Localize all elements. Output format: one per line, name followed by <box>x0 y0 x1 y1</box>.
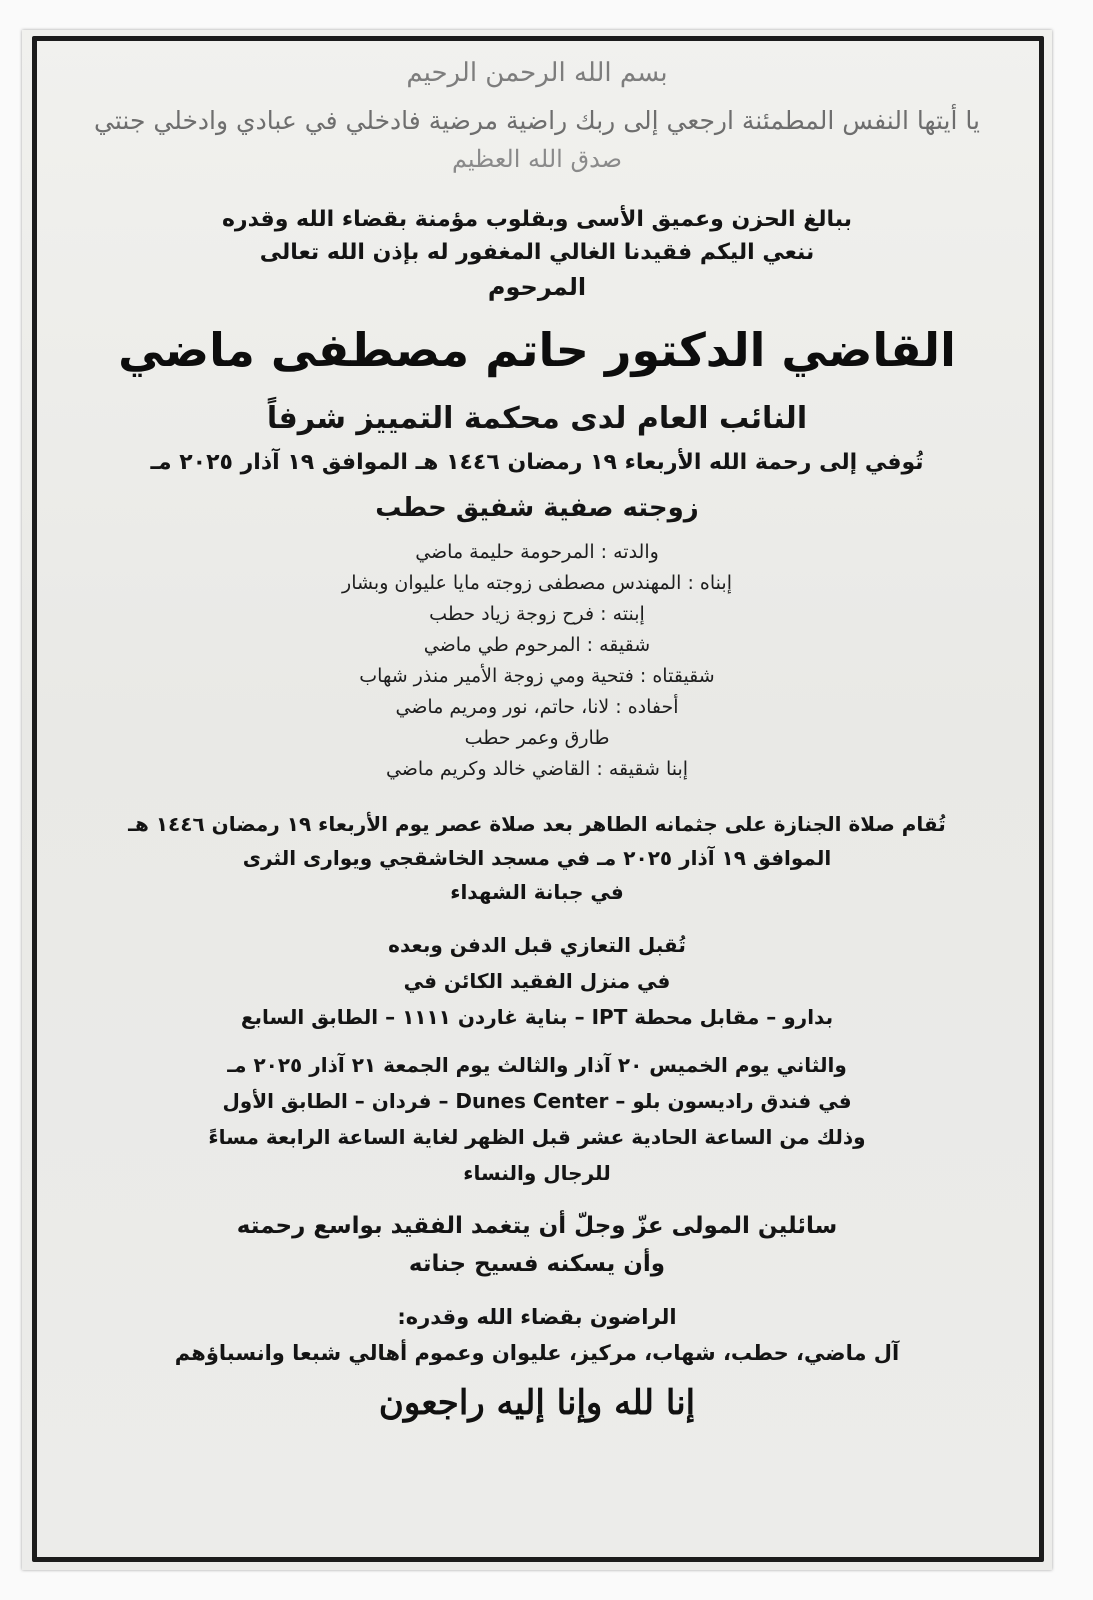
basmala: بسم الله الرحمن الرحيم <box>406 58 668 88</box>
mourners-block <box>62 1299 1012 1371</box>
family-daughter: إبنته : فرح زوجة زياد حطب <box>429 603 645 625</box>
prayer-line-2: وأن يسكنه فسيح جناته <box>408 1251 666 1277</box>
family-brother: شقيقه : المرحوم طي ماضي <box>423 634 651 656</box>
family-nephews: إبنا شقيقه : القاضي خالد وكريم ماضي <box>385 758 689 780</box>
funeral-line-2: الموافق ١٩ آذار ٢٠٢٥ مـ في مسجد الخاشقجي ويوارى الثرى <box>242 846 832 870</box>
deceased-name: القاضي الدكتور حاتم مصطفى ماضي <box>118 323 956 377</box>
condolences-block <box>62 927 1012 1035</box>
condolences-days-block <box>62 1047 1012 1191</box>
obituary-sheet <box>22 30 1052 1570</box>
death-date: تُوفي إلى رحمة الله الأربعاء ١٩ رمضان ١٤٤٦ هـ الموافق ١٩ آذار ٢٠٢٥ مـ <box>150 450 924 475</box>
prayer-line-1: سائلين المولى عزّ وجلّ أن يتغمد الفقيد بواسع رحمته <box>236 1213 838 1239</box>
obituary-content <box>62 56 1012 1550</box>
family-grandchildren: أحفاده : لانا، حاتم، نور ومريم ماضي <box>395 696 679 718</box>
funeral-prayer-block <box>62 807 1012 909</box>
quran-verse: يا أيتها النفس المطمئنة ارجعي إلى ربك راضية مرضية فادخلي في عبادي وادخلي جنتي <box>94 106 980 135</box>
wife-name: زوجته صفية شفيق حطب <box>375 493 699 523</box>
condolences-line-2: في منزل الفقيد الكائن في <box>403 969 671 993</box>
deceased-position: النائب العام لدى محكمة التمييز شرفاً <box>266 401 808 436</box>
family-grandchildren-2: طارق وعمر حطب <box>464 727 610 749</box>
closing-verse: إنا لله وإنا إليه راجعون <box>378 1383 696 1423</box>
family-list <box>62 537 1012 785</box>
funeral-line-1: تُقام صلاة الجنازة على جثمانه الطاهر بعد صلاة عصر يوم الأربعاء ١٩ رمضان ١٤٤٦ هـ <box>128 812 946 836</box>
late-label: المرحوم <box>487 273 587 301</box>
mourners-families: آل ماضي، حطب، شهاب، مركيز، عليوان وعموم أهالي شبعا وانسباؤهم <box>174 1341 900 1365</box>
intro-line-1: ببالغ الحزن وعميق الأسى وبقلوب مؤمنة بقضاء الله وقدره <box>221 207 853 232</box>
condolences-days-line-3: وذلك من الساعة الحادية عشر قبل الظهر لغاية الساعة الرابعة مساءً <box>208 1125 866 1149</box>
prayer-block <box>62 1207 1012 1283</box>
funeral-line-3: في جبانة الشهداء <box>450 880 624 904</box>
family-mother: والدته : المرحومة حليمة ماضي <box>415 541 659 563</box>
condolences-line-3: بدارو – مقابل محطة IPT – بناية غاردن ١١١١ – الطابق السابع <box>240 1005 834 1029</box>
condolences-days-line-2: في فندق راديسون بلو – Dunes Center – فردان – الطابق الأول <box>222 1089 852 1113</box>
family-sons: إبناه : المهندس مصطفى زوجته مايا عليوان وبشار <box>342 572 732 594</box>
sadaqa-allah: صدق الله العظيم <box>451 145 623 173</box>
mourners-title: الراضون بقضاء الله وقدره: <box>397 1305 677 1329</box>
family-sisters: شقيقتاه : فتحية ومي زوجة الأمير منذر شهاب <box>359 665 715 687</box>
intro-line-2: ننعي اليكم فقيدنا الغالي المغفور له بإذن الله تعالى <box>259 240 815 265</box>
condolences-line-1: تُقبل التعازي قبل الدفن وبعده <box>388 933 686 957</box>
condolences-days-line-1: والثاني يوم الخميس ٢٠ آذار والثالث يوم الجمعة ٢١ آذار ٢٠٢٥ مـ <box>227 1053 847 1077</box>
condolences-days-line-4: للرجال والنساء <box>463 1161 611 1185</box>
